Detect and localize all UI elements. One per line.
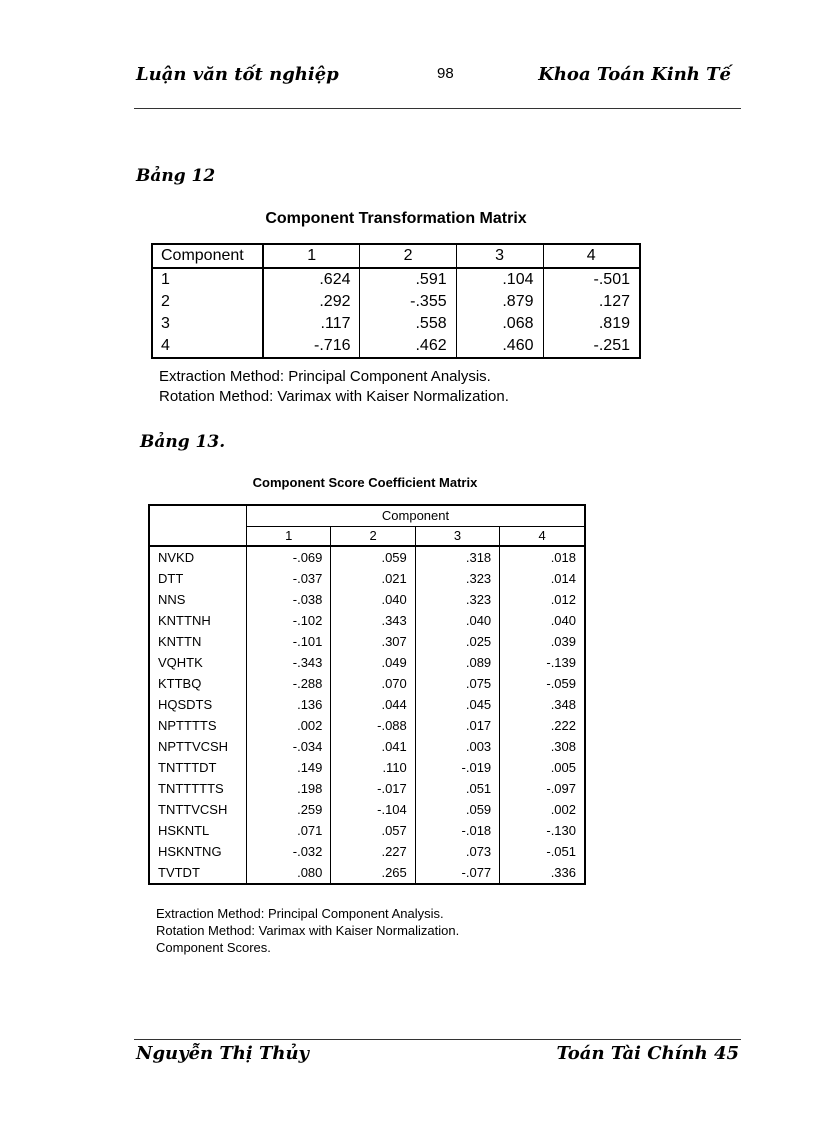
table-cell: .343	[331, 610, 415, 631]
table-cell: -.101	[247, 631, 331, 652]
table-cell: -.077	[415, 862, 499, 884]
row-label: 3	[152, 313, 263, 335]
table-cell: -.038	[247, 589, 331, 610]
table-cell: .059	[415, 799, 499, 820]
footer-divider	[134, 1039, 741, 1040]
table-cell: .012	[500, 589, 585, 610]
table-row	[149, 736, 585, 757]
component-group-header: Component	[247, 505, 586, 527]
table-cell: -.034	[247, 736, 331, 757]
page-number: 98	[437, 65, 454, 82]
table-cell: .265	[331, 862, 415, 884]
table-cell: .021	[331, 568, 415, 589]
row-label: 1	[152, 268, 263, 291]
table-cell: -.088	[331, 715, 415, 736]
table-cell: .227	[331, 841, 415, 862]
footer-author: Nguyễn Thị Thủy	[136, 1043, 310, 1064]
table-row	[152, 268, 640, 291]
table-cell: .292	[263, 291, 360, 313]
table-cell: .002	[500, 799, 585, 820]
table-cell: -.032	[247, 841, 331, 862]
table13-body	[149, 546, 585, 884]
table-cell: -.501	[543, 268, 640, 291]
table-cell: -.037	[247, 568, 331, 589]
column-header: 3	[456, 244, 543, 268]
footer-class: Toán Tài Chính 45	[556, 1043, 739, 1064]
table-cell: .323	[415, 589, 499, 610]
table-cell: -.069	[247, 546, 331, 568]
column-header: 2	[360, 244, 456, 268]
table-cell: -.051	[500, 841, 585, 862]
table-row	[149, 673, 585, 694]
row-label: HSKNTL	[149, 820, 247, 841]
table-cell: .059	[331, 546, 415, 568]
page-header	[134, 64, 741, 90]
table-cell: .003	[415, 736, 499, 757]
column-header: 4	[543, 244, 640, 268]
extraction-method-note: Extraction Method: Principal Component Analysis.	[156, 906, 444, 921]
table-cell: .075	[415, 673, 499, 694]
table-cell: .259	[247, 799, 331, 820]
row-label: TNTTTDT	[149, 757, 247, 778]
component-scores-note: Component Scores.	[156, 940, 271, 955]
table-row	[152, 313, 640, 335]
row-label: NPTTTTS	[149, 715, 247, 736]
table-cell: .879	[456, 291, 543, 313]
table-cell: .104	[456, 268, 543, 291]
row-label: NPTTVCSH	[149, 736, 247, 757]
page-footer	[134, 1043, 741, 1069]
table-cell: -.017	[331, 778, 415, 799]
table-cell: .110	[331, 757, 415, 778]
table12-caption: Bảng 12	[136, 166, 216, 186]
table-row	[152, 291, 640, 313]
header-thesis-title: Luận văn tốt nghiệp	[136, 64, 339, 85]
table-cell: .308	[500, 736, 585, 757]
row-label: KNTTN	[149, 631, 247, 652]
table-cell: -.097	[500, 778, 585, 799]
row-label: VQHTK	[149, 652, 247, 673]
table-row	[149, 694, 585, 715]
table-cell: -.288	[247, 673, 331, 694]
table-cell: .071	[247, 820, 331, 841]
table-row	[149, 589, 585, 610]
row-label: HQSDTS	[149, 694, 247, 715]
table-cell: .089	[415, 652, 499, 673]
column-header: 2	[331, 527, 415, 547]
table-cell: .057	[331, 820, 415, 841]
table13-title: Component Score Coefficient Matrix	[252, 475, 478, 490]
table-cell: .591	[360, 268, 456, 291]
table-cell: .005	[500, 757, 585, 778]
row-label: HSKNTNG	[149, 841, 247, 862]
table-cell: .323	[415, 568, 499, 589]
table-cell: -.130	[500, 820, 585, 841]
table-row	[149, 820, 585, 841]
table-row	[149, 652, 585, 673]
table-row	[149, 757, 585, 778]
row-label: KNTTNH	[149, 610, 247, 631]
table-cell: .136	[247, 694, 331, 715]
table-cell: -.104	[331, 799, 415, 820]
row-label: TNTTVCSH	[149, 799, 247, 820]
table13-notes	[156, 905, 459, 956]
table-header-row	[152, 244, 640, 268]
component-score-coefficient-matrix	[148, 504, 586, 885]
table-cell: -.102	[247, 610, 331, 631]
column-header: 1	[263, 244, 360, 268]
table-cell: .073	[415, 841, 499, 862]
table-cell: .068	[456, 313, 543, 335]
table-cell: .045	[415, 694, 499, 715]
rotation-method-note: Rotation Method: Varimax with Kaiser Normalization.	[159, 388, 509, 405]
column-header: Component	[152, 244, 263, 268]
table-row	[149, 862, 585, 884]
table-cell: .318	[415, 546, 499, 568]
table12-notes	[159, 367, 509, 407]
column-header: 3	[415, 527, 499, 547]
table-cell: .017	[415, 715, 499, 736]
group-header-row	[149, 505, 585, 527]
table-cell: .819	[543, 313, 640, 335]
extraction-method-note: Extraction Method: Principal Component Analysis.	[159, 368, 491, 385]
table-cell: .049	[331, 652, 415, 673]
table-row	[149, 841, 585, 862]
table-cell: .041	[331, 736, 415, 757]
table-cell: .222	[500, 715, 585, 736]
corner-cell	[149, 505, 247, 546]
table-cell: .558	[360, 313, 456, 335]
rotation-method-note: Rotation Method: Varimax with Kaiser Normalization.	[156, 923, 460, 938]
table-cell: .002	[247, 715, 331, 736]
table-cell: .014	[500, 568, 585, 589]
table-cell: .040	[500, 610, 585, 631]
column-header: 1	[247, 527, 331, 547]
table-cell: .149	[247, 757, 331, 778]
table-cell: -.019	[415, 757, 499, 778]
table-row	[149, 568, 585, 589]
table-cell: .307	[331, 631, 415, 652]
table-cell: .080	[247, 862, 331, 884]
table-cell: .040	[331, 589, 415, 610]
row-label: 4	[152, 335, 263, 358]
table-cell: -.343	[247, 652, 331, 673]
table-cell: -.251	[543, 335, 640, 358]
column-header: 4	[500, 527, 585, 547]
table-row	[149, 799, 585, 820]
table-cell: .039	[500, 631, 585, 652]
table-cell: .051	[415, 778, 499, 799]
table-row	[149, 715, 585, 736]
table-cell: -.355	[360, 291, 456, 313]
row-label: NVKD	[149, 546, 247, 568]
table-cell: .460	[456, 335, 543, 358]
table-row	[149, 778, 585, 799]
table-cell: .040	[415, 610, 499, 631]
table-cell: .117	[263, 313, 360, 335]
table-row	[152, 335, 640, 358]
table-cell: .044	[331, 694, 415, 715]
table-cell: .462	[360, 335, 456, 358]
table-cell: .127	[543, 291, 640, 313]
table-row	[149, 546, 585, 568]
header-divider	[134, 108, 741, 109]
table-cell: .624	[263, 268, 360, 291]
table-cell: .348	[500, 694, 585, 715]
row-label: TVTDT	[149, 862, 247, 884]
row-label: KTTBQ	[149, 673, 247, 694]
table-cell: -.716	[263, 335, 360, 358]
table-cell: .018	[500, 546, 585, 568]
header-department: Khoa Toán Kinh Tế	[538, 64, 731, 85]
table-cell: .070	[331, 673, 415, 694]
table-cell: -.139	[500, 652, 585, 673]
component-transformation-matrix	[151, 243, 641, 359]
table-row	[149, 631, 585, 652]
table-cell: .336	[500, 862, 585, 884]
row-label: DTT	[149, 568, 247, 589]
row-label: 2	[152, 291, 263, 313]
table-cell: -.059	[500, 673, 585, 694]
table13-caption: Bảng 13.	[140, 432, 226, 452]
table-cell: -.018	[415, 820, 499, 841]
row-label: TNTTTTTS	[149, 778, 247, 799]
table-cell: .025	[415, 631, 499, 652]
table12-title: Component Transformation Matrix	[265, 210, 527, 227]
table-cell: .198	[247, 778, 331, 799]
table-row	[149, 610, 585, 631]
row-label: NNS	[149, 589, 247, 610]
